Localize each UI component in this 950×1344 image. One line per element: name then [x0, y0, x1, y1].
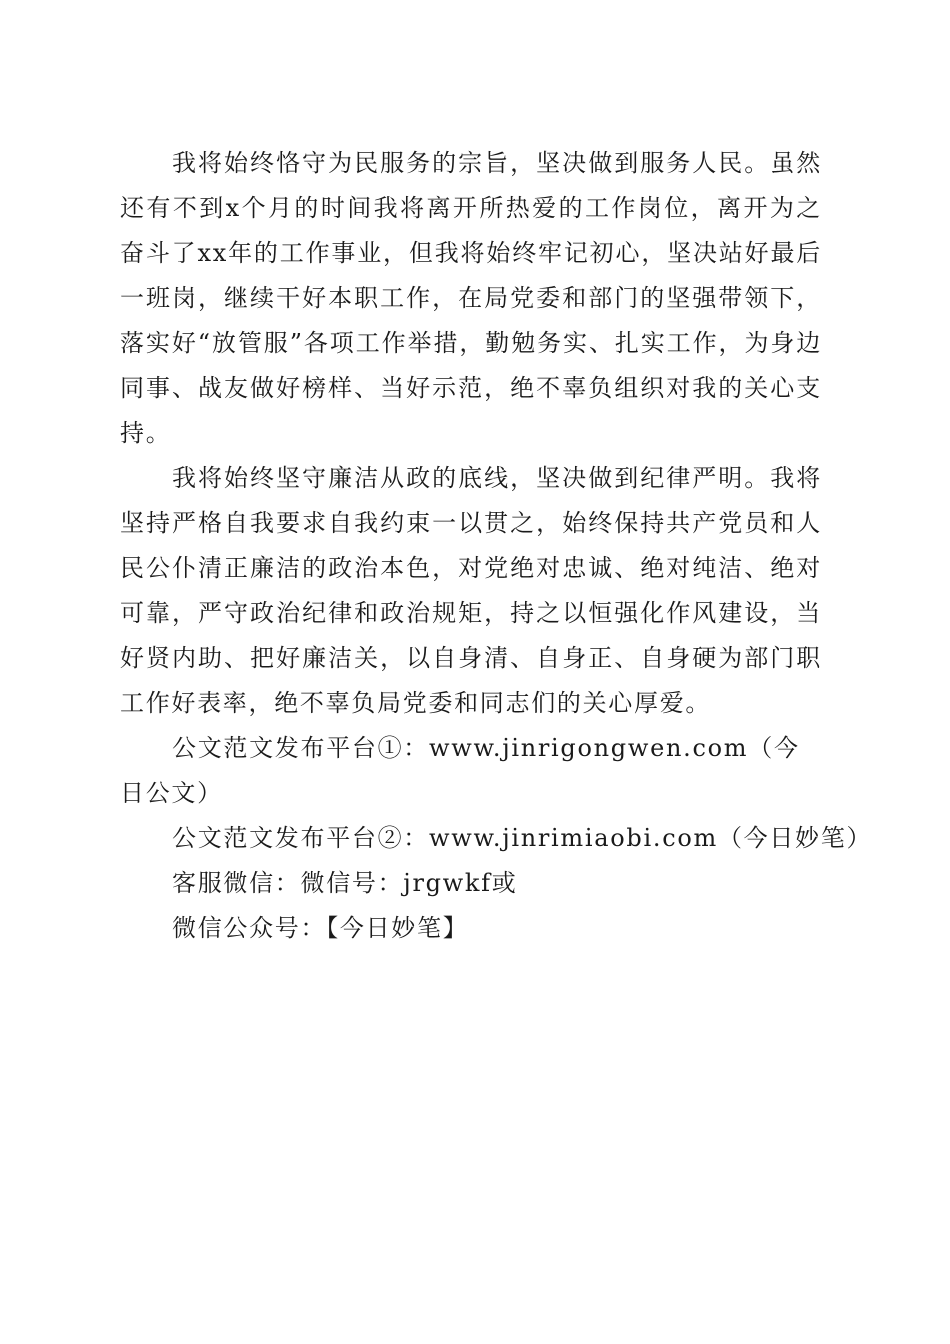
paragraph-integrity: 我将始终坚守廉洁从政的底线，坚决做到纪律严明。我将坚持严格自我要求自我约束一以贯之，始终保持共产党员和人民公仆清正廉洁的政治本色，对党绝对忠诚、绝对纯洁、绝对可靠，严守政治纪律和政治规矩，持之以恒强化作风建设，当好贤内助、把好廉洁关，以自身清、自身正、自身硬为部门职工作好表率，绝不辜负局党委和同志们的关心厚爱。: [120, 464, 822, 717]
paragraph-serve-people: 我将始终恪守为民服务的宗旨，坚决做到服务人民。虽然还有不到x个月的时间我将离开所热爱的工作岗位，离开为之奋斗了xx年的工作事业，但我将始终牢记初心，坚决站好最后一班岗，继续干好本职工作，在局党委和部门的坚强带领下，落实好“放管服”各项工作举措，勤勉务实、扎实工作，为身边同事、战友做好榜样、当好示范，绝不辜负组织对我的关心支持。: [120, 149, 822, 447]
footer-official-account: 微信公众号：【今日妙笔】: [172, 914, 469, 942]
footer-service-wechat: 客服微信：微信号：jrgwkf或: [172, 869, 518, 897]
footer-platform-1: 公文范文发布平台①：www.jinrigongwen.com（今日公文）: [120, 734, 800, 807]
footer-platform-2: 公文范文发布平台②：www.jinrimiaobi.com（今日妙笔）: [172, 824, 873, 852]
document-body: [120, 141, 873, 951]
